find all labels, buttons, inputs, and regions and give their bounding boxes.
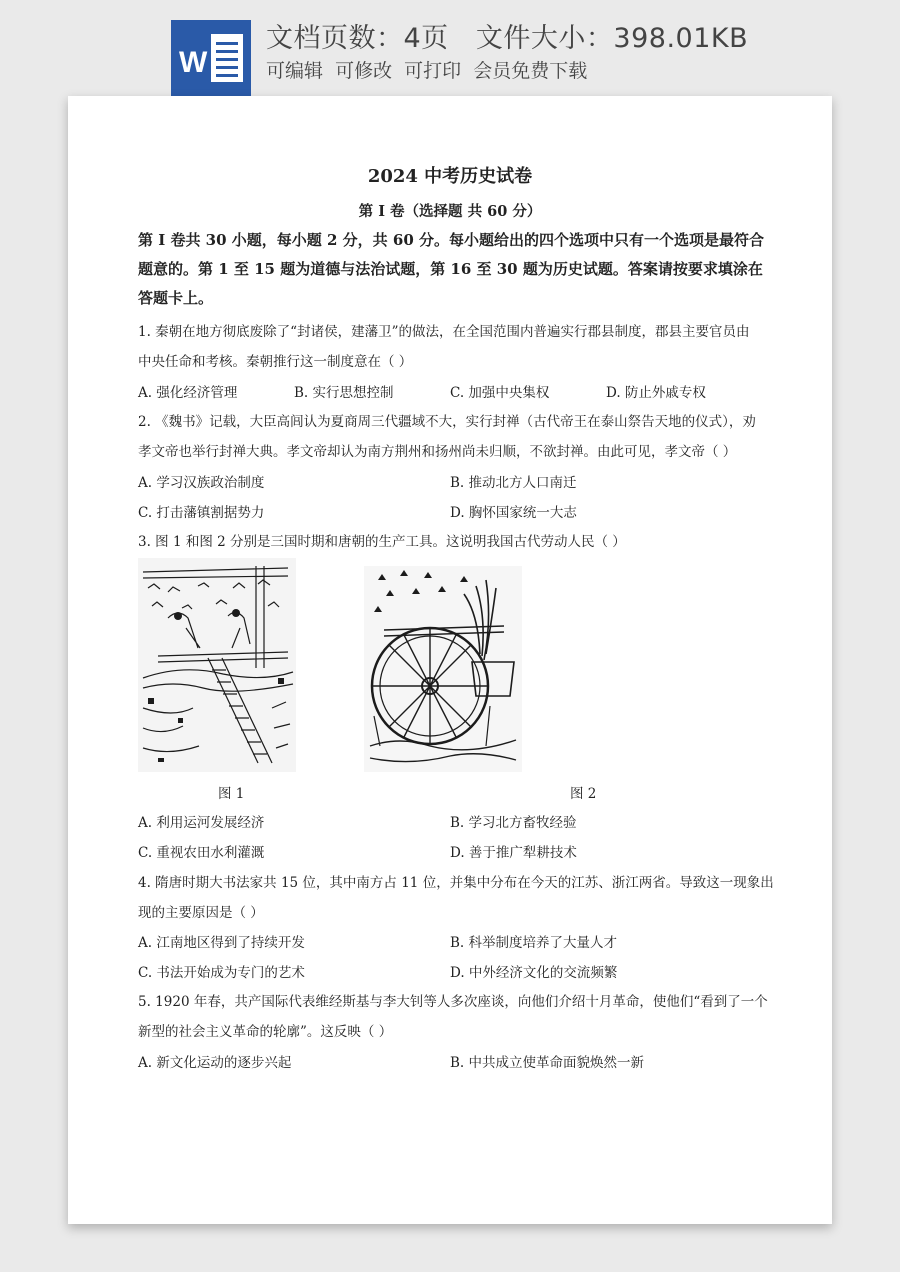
- figure-1-caption: 图 1: [218, 786, 245, 802]
- question-5-option-b: B. 中共成立使革命面貌焕然一新: [450, 1055, 645, 1071]
- document-stats: 文档页数：4页 文件大小：398.01KB: [266, 23, 749, 54]
- figure-2-caption: 图 2: [570, 786, 597, 802]
- question-1-option-b: B. 实行思想控制: [294, 385, 394, 401]
- figure-2-illustration: [364, 566, 522, 772]
- question-4-option-d: D. 中外经济文化的交流频繁: [450, 965, 618, 981]
- question-1-option-a: A. 强化经济管理: [138, 385, 238, 401]
- question-4-option-c: C. 书法开始成为专门的艺术: [138, 965, 305, 981]
- question-1-line-2: 中央任命和考核。秦朝推行这一制度意在（ ）: [138, 354, 413, 370]
- question-2-option-a: A. 学习汉族政治制度: [138, 475, 265, 491]
- question-5-option-a: A. 新文化运动的逐步兴起: [138, 1055, 292, 1071]
- question-4-line-2: 现的主要原因是（ ）: [138, 905, 264, 921]
- question-4-option-b: B. 科举制度培养了大量人才: [450, 935, 618, 951]
- question-5-line-2: 新型的社会主义革命的轮廓”。这反映（ ）: [138, 1024, 393, 1040]
- question-4-line-1: 4. 隋唐时期大书法家共 15 位，其中南方占 11 位，并集中分布在今天的江苏、浙江两省。导致这一现象出: [138, 875, 774, 891]
- question-4-option-a: A. 江南地区得到了持续开发: [138, 935, 305, 951]
- exam-instructions: 第 I 卷共 30 小题，每小题 2 分，共 60 分。每小题给出的四个选项中只有一个选项是最符合题意的。第 1 至 15 题为道德与法治试题，第 16 至 30 题为历史试题。答案请按要求填涂在答题卡上。: [138, 231, 764, 307]
- section-title: 第 I 卷（选择题 共 60 分）: [358, 203, 542, 220]
- question-2-line-2: 孝文帝也举行封禅大典。孝文帝却认为南方荆州和扬州尚未归顺，不欲封禅。由此可见，孝文帝（ ）: [138, 444, 737, 460]
- question-1-option-c: C. 加强中央集权: [450, 385, 550, 401]
- question-2-line-1: 2. 《魏书》记载，大臣高闾认为夏商周三代疆域不大，实行封禅（古代帝王在泰山祭告天地的仪式），劝: [138, 414, 756, 430]
- word-document-icon: [171, 20, 251, 96]
- question-1-line-1: 1. 秦朝在地方彻底废除了“封诸侯，建藩卫”的做法，在全国范围内普遍实行郡县制度，郡县主要官员由: [138, 324, 750, 340]
- document-features: 可编辑 可修改 可打印 会员免费下载: [266, 60, 588, 82]
- question-3-option-c: C. 重视农田水利灌溉: [138, 845, 265, 861]
- question-3-option-d: D. 善于推广犁耕技术: [450, 845, 577, 861]
- page-title: 2024 中考历史试卷: [367, 166, 533, 187]
- question-3-option-a: A. 利用运河发展经济: [138, 815, 265, 831]
- question-3-option-b: B. 学习北方畜牧经验: [450, 815, 577, 831]
- question-2-option-c: C. 打击藩镇割据势力: [138, 505, 265, 521]
- download-banner: [0, 0, 900, 96]
- figure-1-illustration: [138, 558, 296, 772]
- question-5-line-1: 5. 1920 年春，共产国际代表维经斯基与李大钊等人多次座谈，向他们介绍十月革命，使他们“看到了一个: [138, 994, 768, 1010]
- question-2-option-d: D. 胸怀国家统一大志: [450, 505, 577, 521]
- svg-text:W: W: [179, 46, 208, 79]
- document-page: [68, 96, 832, 1224]
- question-1-option-d: D. 防止外戚专权: [606, 385, 706, 401]
- question-2-option-b: B. 推动北方人口南迁: [450, 475, 577, 491]
- question-3-line-1: 3. 图 1 和图 2 分别是三国时期和唐朝的生产工具。这说明我国古代劳动人民（ ）: [138, 534, 626, 550]
